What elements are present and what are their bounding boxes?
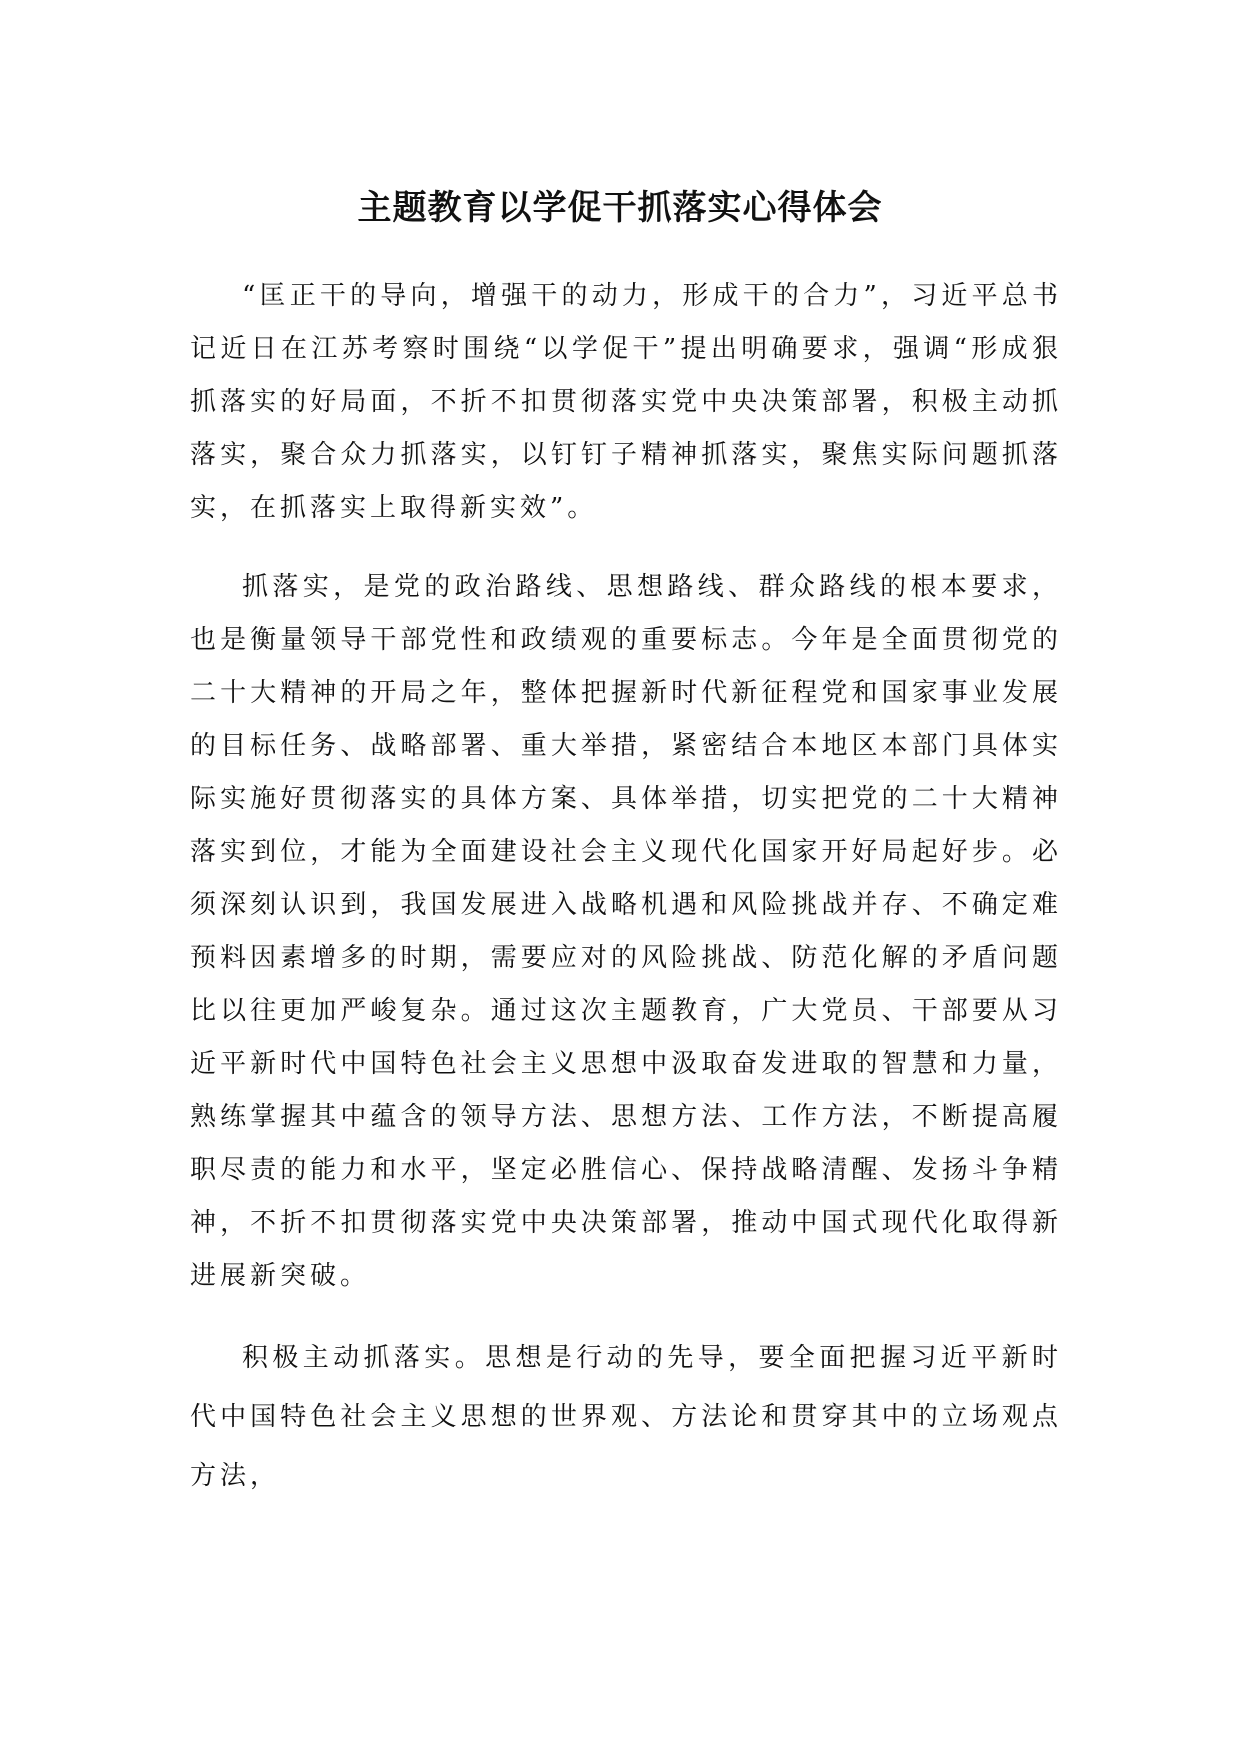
- paragraph-3: 积极主动抓落实。思想是行动的先导，要全面把握习近平新时代中国特色社会主义思想的世界观、方法论和贯穿其中的立场观点方法，: [190, 1343, 1062, 1491]
- paragraph-2: 抓落实，是党的政治路线、思想路线、群众路线的根本要求，也是衡量领导干部党性和政绩观的重要标志。今年是全面贯彻党的二十大精神的开局之年，整体把握新时代新征程党和国家事业发展的目标任务、战略部署、重大举措，紧密结合本地区本部门具体实际实施好贯彻落实的具体方案、具体举措，切实把党的二十大精神落实到位，才能为全面建设社会主义现代化国家开好局起好步。必须深刻认识到，我国发展进入战略机遇和风险挑战并存、不确定难预料因素增多的时期，需要应对的风险挑战、防范化解的矛盾问题比以往更加严峻复杂。通过这次主题教育，广大党员、干部要从习近平新时代中国特色社会主义思想中汲取奋发进取的智慧和力量，熟练掌握其中蕴含的领导方法、思想方法、工作方法，不断提高履职尽责的能力和水平，坚定必胜信心、保持战略清醒、发扬斗争精神，不折不扣贯彻落实党中央决策部署，推动中国式现代化取得新进展新突破。: [190, 572, 1062, 1291]
- paragraph-1: “匡正干的导向，增强干的动力，形成干的合力”，习近平总书记近日在江苏考察时围绕“以学促干”提出明确要求，强调“形成狠抓落实的好局面，不折不扣贯彻落实党中央决策部署，积极主动抓落实，聚合众力抓落实，以钉钉子精神抓落实，聚焦实际问题抓落实，在抓落实上取得新实效”。: [190, 281, 1062, 523]
- document-title: 主题教育以学促干抓落实心得体会: [357, 188, 883, 228]
- document-body: [190, 270, 1062, 1506]
